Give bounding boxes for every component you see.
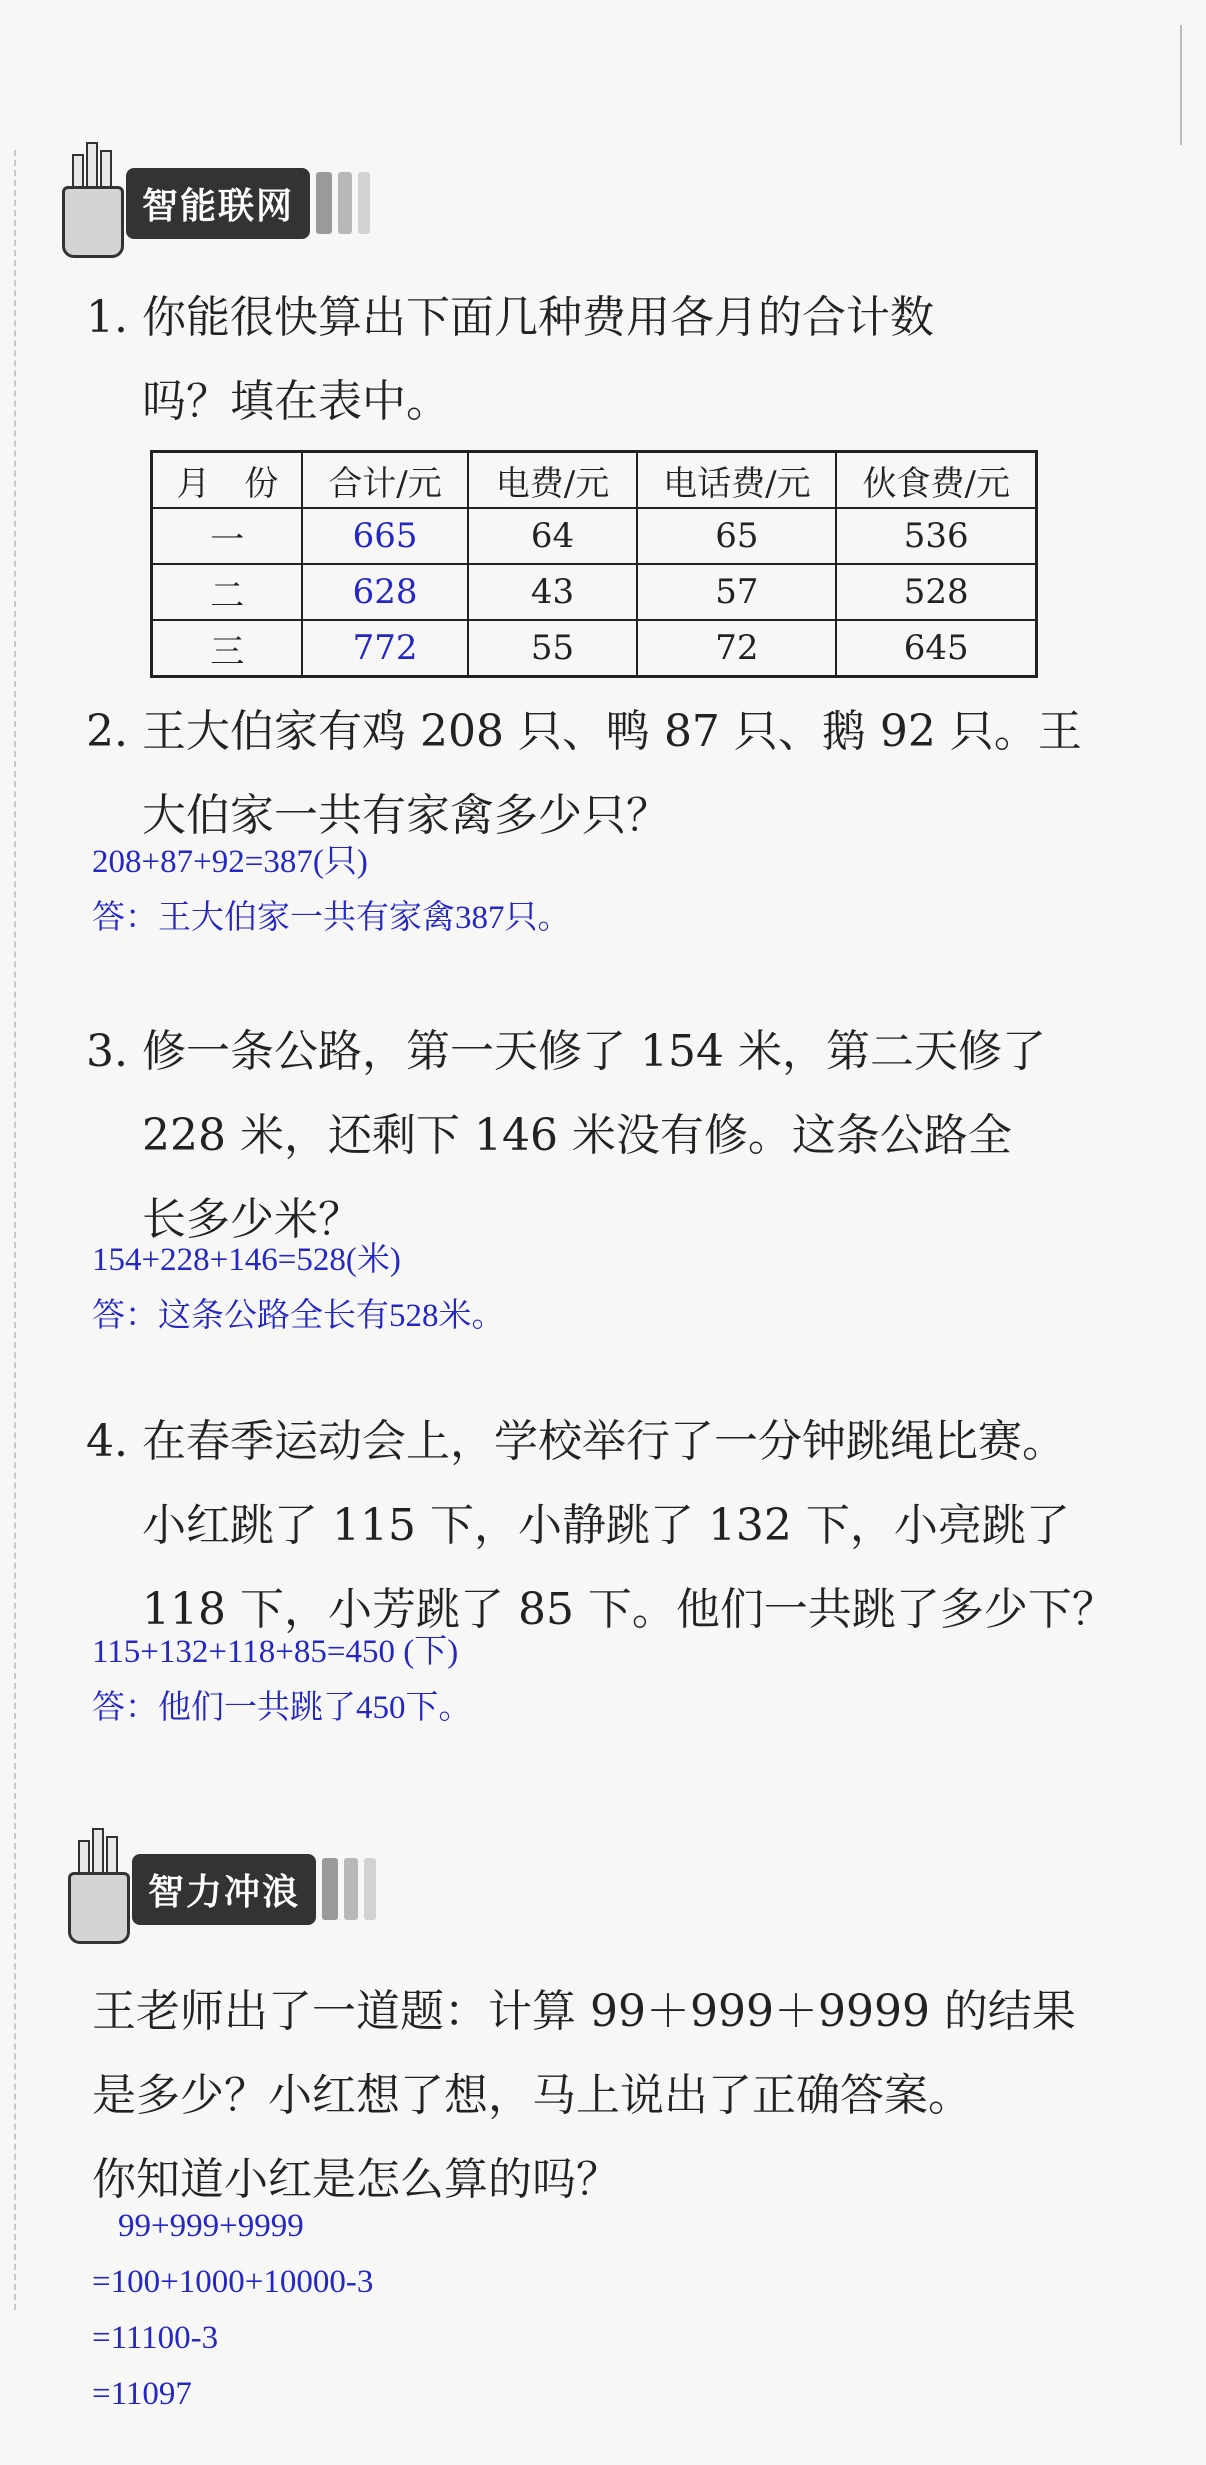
table-cell: 57 xyxy=(637,564,836,620)
badge-stripe xyxy=(364,1858,376,1920)
table-header-cell: 月 份 xyxy=(152,452,303,509)
answer-block-4 xyxy=(92,1624,472,1736)
question-text: 在春季运动会上，学校举行了一分钟跳绳比赛。 xyxy=(142,1416,1066,1467)
answer-step: =11100-3 xyxy=(92,2320,219,2356)
answer-sentence: 答：王大伯家一共有家禽387只。 xyxy=(92,900,571,936)
table-row xyxy=(152,564,1037,620)
table-header-cell: 电费/元 xyxy=(468,452,638,509)
badge-stripe xyxy=(322,1858,338,1920)
table-cell: 528 xyxy=(836,564,1036,620)
question-text: 228 米，还剩下 146 米没有修。这条公路全 xyxy=(142,1110,1012,1161)
question-number: 3. xyxy=(86,1026,128,1077)
table-row xyxy=(152,508,1037,564)
table-cell-answer: 628 xyxy=(302,564,467,620)
question-2 xyxy=(86,690,1106,858)
question-text: 你能很快算出下面几种费用各月的合计数 xyxy=(142,292,934,343)
question-text: 118 下，小芳跳了 85 下。他们一共跳了多少下？ xyxy=(142,1584,1116,1635)
question-text: 吗？填在表中。 xyxy=(142,376,450,427)
table-header-cell: 伙食费/元 xyxy=(836,452,1036,509)
badge-stripe xyxy=(344,1858,358,1920)
table-cell: 536 xyxy=(836,508,1036,564)
badge-stripe xyxy=(316,172,332,234)
question-text: 长多少米？ xyxy=(142,1194,362,1245)
answer-block-3 xyxy=(92,1232,505,1344)
answer-calculation: 115+132+118+85=450 (下) xyxy=(92,1634,459,1670)
answer-step: =11097 xyxy=(92,2376,192,2412)
table-cell-answer: 772 xyxy=(302,620,467,677)
margin-dashed-line xyxy=(14,150,16,2310)
section-badge-smart-network xyxy=(60,148,370,258)
section-title: 智能联网 xyxy=(126,168,310,239)
page-edge-line xyxy=(1180,25,1182,145)
question-number: 2. xyxy=(86,706,128,757)
answer-sentence: 答：他们一共跳了450下。 xyxy=(92,1690,472,1726)
badge-stripe xyxy=(338,172,352,234)
question-text: 你知道小红是怎么算的吗？ xyxy=(92,2154,620,2205)
fees-table xyxy=(150,450,1038,678)
question-3 xyxy=(86,1010,1106,1262)
question-text: 是多少？小红想了想，马上说出了正确答案。 xyxy=(92,2070,972,2121)
question-number: 1. xyxy=(86,292,128,343)
answer-sentence: 答：这条公路全长有528米。 xyxy=(92,1298,505,1334)
table-cell: 三 xyxy=(152,620,303,677)
answer-block-5 xyxy=(92,2198,373,2422)
question-text: 修一条公路，第一天修了 154 米，第二天修了 xyxy=(142,1026,1046,1077)
answer-calculation: 208+87+92=387(只) xyxy=(92,844,368,880)
table-cell: 二 xyxy=(152,564,303,620)
section-title: 智力冲浪 xyxy=(132,1854,316,1925)
question-5 xyxy=(92,1970,1152,2222)
answer-calculation: 154+228+146=528(米) xyxy=(92,1242,401,1278)
question-text: 王大伯家有鸡 208 只、鸭 87 只、鹅 92 只。王 xyxy=(142,706,1082,757)
table-cell: 64 xyxy=(468,508,638,564)
pencil-cup-icon xyxy=(60,148,122,258)
question-number: 4. xyxy=(86,1416,128,1467)
answer-step: 99+999+9999 xyxy=(118,2208,304,2244)
question-text: 王老师出了一道题：计算 99＋999＋9999 的结果 xyxy=(92,1986,1076,2037)
question-1 xyxy=(86,276,1086,444)
section-badge-brain-wave xyxy=(66,1834,376,1944)
table-header-cell: 合计/元 xyxy=(302,452,467,509)
table-header-row xyxy=(152,452,1037,509)
table-cell: 65 xyxy=(637,508,836,564)
question-text: 大伯家一共有家禽多少只？ xyxy=(142,790,670,841)
table-cell: 55 xyxy=(468,620,638,677)
table-cell: 72 xyxy=(637,620,836,677)
table-cell-answer: 665 xyxy=(302,508,467,564)
table-cell: 一 xyxy=(152,508,303,564)
table-row xyxy=(152,620,1037,677)
question-text: 小红跳了 115 下，小静跳了 132 下，小亮跳了 xyxy=(142,1500,1070,1551)
table-header-cell: 电话费/元 xyxy=(637,452,836,509)
answer-step: =100+1000+10000-3 xyxy=(92,2264,374,2300)
pencil-cup-icon xyxy=(66,1834,128,1944)
badge-stripe xyxy=(358,172,370,234)
answer-block-2 xyxy=(92,834,571,946)
question-4 xyxy=(86,1400,1166,1652)
table-cell: 43 xyxy=(468,564,638,620)
table-cell: 645 xyxy=(836,620,1036,677)
